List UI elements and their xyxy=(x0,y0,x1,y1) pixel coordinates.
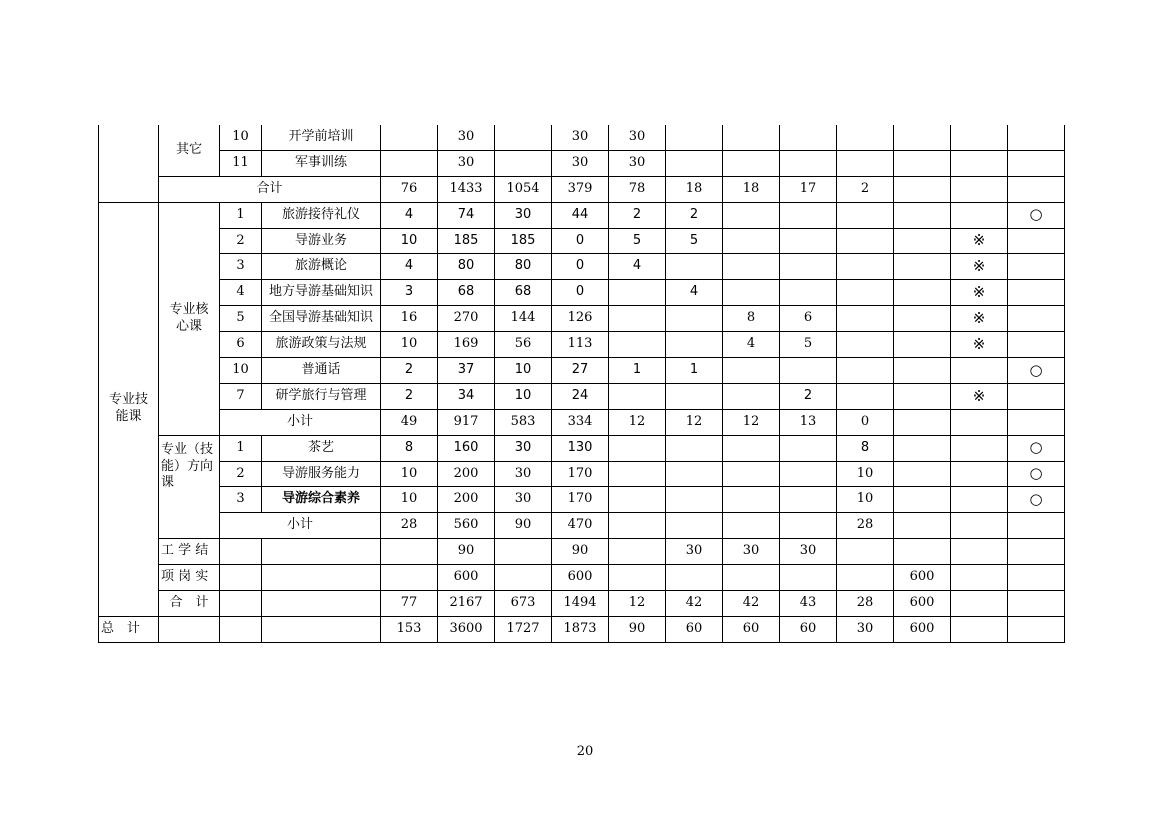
table-row: 工 学 结 90 90 30 30 30 xyxy=(99,539,1065,565)
table-row: 7 研学旅行与管理 2 34 10 24 2 ※ xyxy=(99,383,1065,409)
table-row: 专业技能课 专业核心课 1 旅游接待礼仪 4 74 30 44 2 2 ○ xyxy=(99,202,1065,228)
table-row: 5 全国导游基础知识 16 270 144 126 8 6 ※ xyxy=(99,306,1065,332)
table-row: 4 地方导游基础知识 3 68 68 0 4 ※ xyxy=(99,280,1065,306)
table-row: 2 导游业务 10 185 185 0 5 5 ※ xyxy=(99,228,1065,254)
other-group-label: 其它 xyxy=(159,125,220,176)
total-row: 合 计 77 2167 673 1494 12 42 42 43 28 600 xyxy=(99,591,1065,617)
table-row: 11 军事训练 30 30 30 xyxy=(99,150,1065,176)
table-row: 3 导游综合素养 10 200 30 170 10 ○ xyxy=(99,487,1065,513)
curriculum-table xyxy=(98,125,1065,643)
public-group-cell xyxy=(99,125,159,202)
page-number: 20 xyxy=(576,744,594,759)
subtotal-row: 小计 49 917 583 334 12 12 12 13 0 xyxy=(99,409,1065,435)
table-row: 6 旅游政策与法规 10 169 56 113 4 5 ※ xyxy=(99,332,1065,358)
grand-total-row: 总 计 153 3600 1727 1873 90 60 60 60 30 600 xyxy=(99,616,1065,642)
table-row: 2 导游服务能力 10 200 30 170 10 ○ xyxy=(99,461,1065,487)
core-group-label: 专业核心课 xyxy=(159,202,220,435)
skill-group-label: 专业技能课 xyxy=(99,202,159,616)
table-row: 专业（技能）方向课 1 茶艺 8 160 30 130 8 ○ xyxy=(99,435,1065,461)
subtotal-row: 小计 28 560 90 470 28 xyxy=(99,513,1065,539)
direction-group-label: 专业（技能）方向课 xyxy=(159,435,220,539)
table-row: 3 旅游概论 4 80 80 0 4 ※ xyxy=(99,254,1065,280)
subtotal-row: 合计 76 1433 1054 379 78 18 18 17 2 xyxy=(99,176,1065,202)
table-row: 其它 10 开学前培训 30 30 30 xyxy=(99,125,1065,150)
table-row: 10 普通话 2 37 10 27 1 1 ○ xyxy=(99,358,1065,384)
table-row: 项 岗 实 600 600 600 xyxy=(99,565,1065,591)
